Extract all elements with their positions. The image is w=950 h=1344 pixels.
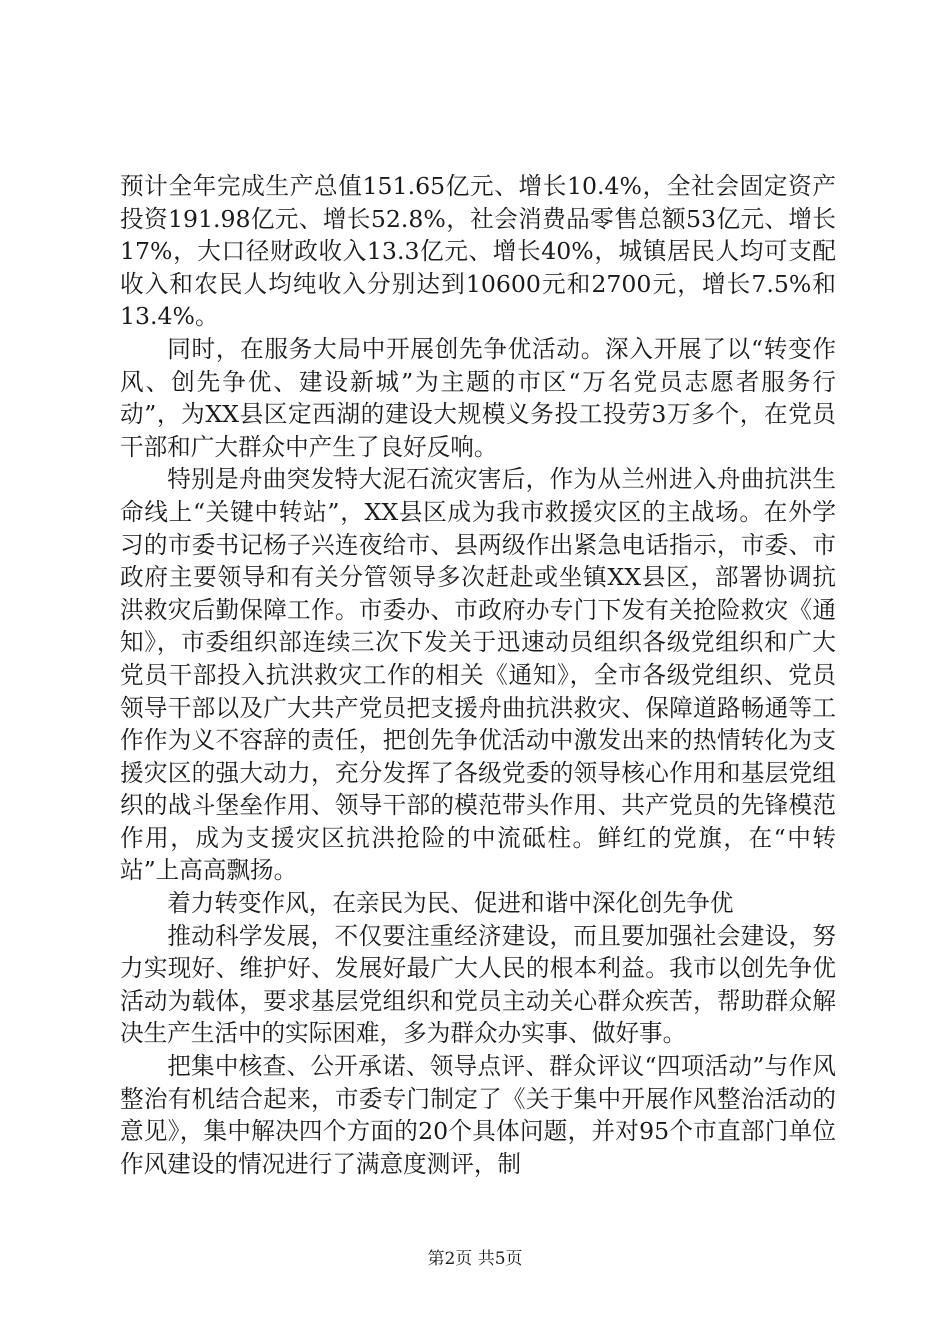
paragraph-volunteer-action: 同时，在服务大局中开展创先争优活动。深入开展了以“转变作风、创先争优、建设新城”为主题的市区“万名党员志愿者服务行动”，为XX县区定西湖的建设大规模义务投工投劳3万多个，在党员干部和广大群众中产生了良好反响。 bbox=[120, 334, 836, 461]
paragraph-style-rectification: 把集中核查、公开承诺、领导点评、群众评议“四项活动”与作风整治有机结合起来，市委专门制定了《关于集中开展作风整治活动的意见》，集中解决四个方面的20个具体问题，并对95个市直部门单位作风建设的情况进行了满意度测评，制 bbox=[120, 1052, 836, 1178]
paragraph-economic-stats: 预计全年完成生产总值151.65亿元、增长10.4%，全社会固定资产投资191.98亿元、增长52.8%，社会消费品零售总额53亿元、增长17%，大口径财政收入13.3亿元、增长40%，城镇居民人均可支配收入和农民人均纯收入分别达到10600元和2700元，增长7.5%和13.4%。 bbox=[120, 172, 836, 331]
section-heading: 着力转变作风，在亲民为民、促进和谐中深化创先争优 bbox=[167, 889, 734, 918]
paragraph-zhouqu-disaster: 特别是舟曲突发特大泥石流灾害后，作为从兰州进入舟曲抗洪生命线上“关键中转站”，XX县区成为我市救援灾区的主战场。在外学习的市委书记杨子兴连夜给市、县两级作出紧急电话指示，市委、市政府主要领导和有关分管领导多次赶赴或坐镇XX县区，部署协调抗洪救灾后勤保障工作。市委办、市政府办专门下发有关抢险救灾《通知》，市委组织部连续三次下发关于迅速动员组织各级党组织和广大党员干部投入抗洪救灾工作的相关《通知》，全市各级党组织、党员领导干部以及广大共产党员把支援舟曲抗洪救灾、保障道路畅通等工作作为义不容辞的责任，把创先争优活动中激发出来的热情转化为支援灾区的强大动力，充分发挥了各级党委的领导核心作用和基层党组织的战斗堡垒作用、领导干部的模范带头作用、共产党员的先锋模范作用，成为支援灾区抗洪抢险的中流砥柱。鲜红的党旗，在“中转站”上高高飘扬。 bbox=[120, 465, 836, 885]
document-body bbox=[120, 170, 836, 1180]
paragraph-scientific-development: 推动科学发展，不仅要注重经济建设，而且要加强社会建设，努力实现好、维护好、发展好最广大人民的根本利益。我市以创先争优活动为载体，要求基层党组织和党员主动关心群众疾苦，帮助群众解决生产生活中的实际困难，多为群众办实事、做好事。 bbox=[120, 921, 836, 1048]
page-number-footer: 第2页 共5页 bbox=[427, 1249, 523, 1269]
